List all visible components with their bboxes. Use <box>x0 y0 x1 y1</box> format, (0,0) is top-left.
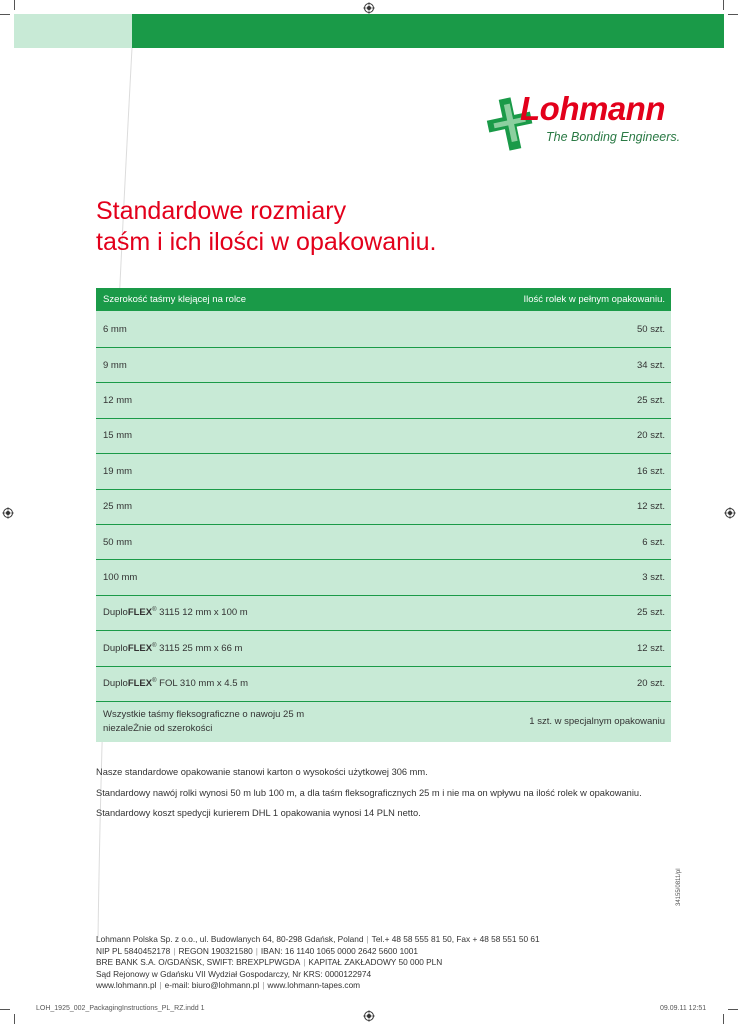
product-spec: FOL 310 mm x 4.5 m <box>159 678 249 690</box>
table-row <box>96 631 671 666</box>
product-spec: 3115 12 mm x 100 m <box>159 607 248 619</box>
sizes-table <box>96 288 671 742</box>
footer-email-link[interactable]: e-mail: biuro@lohmann.pl <box>164 980 260 990</box>
cell-quantity: 12 szt. <box>637 642 665 654</box>
note-paragraph: Nasze standardowe opakowanie stanowi karton o wysokości użytkowej 306 mm. <box>96 767 428 777</box>
cell-quantity: 12 szt. <box>637 501 665 513</box>
cell-quantity: 20 szt. <box>637 430 665 442</box>
title-line-1: Standardowe rozmiary <box>96 197 347 225</box>
table-header <box>96 288 671 311</box>
brand-bold: FLEX <box>127 642 153 654</box>
registered-mark: ® <box>152 607 157 614</box>
cell-width: 9 mm <box>103 359 127 371</box>
cell-width: 50 mm <box>103 536 133 548</box>
cell-product <box>103 678 248 689</box>
header-band-green <box>132 14 724 48</box>
footer-phone: Tel.+ 48 58 555 81 50, Fax + 48 58 551 50 61 <box>371 934 540 944</box>
footer <box>96 934 540 992</box>
brand-prefix: Duplo <box>103 607 128 619</box>
registration-mark-icon <box>363 2 375 14</box>
slug-filename: LOH_1925_002_PackagingInstructions_PL_RZ.indd 1 <box>36 1005 205 1012</box>
table-row <box>96 454 671 489</box>
cell-width: 6 mm <box>103 323 127 335</box>
header-quantity: Ilość rolek w pełnym opakowaniu. <box>523 294 665 305</box>
registration-mark-icon <box>363 1010 375 1022</box>
page-title <box>96 196 436 258</box>
table-row <box>96 596 671 631</box>
cell-quantity: 16 szt. <box>637 465 665 477</box>
footer-address: Lohmann Polska Sp. z o.o., ul. Budowlanych 64, 80-298 Gdańsk, Poland <box>96 934 364 944</box>
cell-width: 100 mm <box>103 572 138 584</box>
registration-mark-icon <box>2 507 14 519</box>
table-row <box>96 383 671 418</box>
footer-website-tapes-link[interactable]: www.lohmann-tapes.com <box>267 980 361 990</box>
footer-iban: IBAN: 16 1140 1065 0000 2642 5600 1001 <box>260 945 419 956</box>
table-row <box>96 419 671 454</box>
footer-nip: NIP PL 5840452178 <box>96 945 171 956</box>
cell-width: 19 mm <box>103 465 133 477</box>
notes <box>96 766 656 828</box>
cell-quantity: 25 szt. <box>637 395 665 407</box>
cell-width: 15 mm <box>103 430 133 442</box>
crop-mark <box>728 14 738 15</box>
table-row <box>96 490 671 525</box>
registered-mark: ® <box>152 642 157 649</box>
title-line-2: taśm i ich ilości w opakowaniu. <box>96 228 437 256</box>
description-line-1: Wszystkie taśmy fleksograficzne o nawoju 25 m <box>103 708 305 720</box>
cell-quantity: 50 szt. <box>637 323 665 335</box>
logo-tagline: The Bonding Engineers. <box>546 130 681 144</box>
brand-bold: FLEX <box>127 678 153 690</box>
footer-line: Lohmann Polska Sp. z o.o., ul. Budowlanych 64, 80-298 Gdańsk, Poland | Tel.+ 48 58 555 81 50, Fax + 48 58 551 50 61 <box>96 934 540 944</box>
registration-mark-icon <box>724 507 736 519</box>
table-row <box>96 348 671 383</box>
note-paragraph: Standardowy koszt spedycji kurierem DHL 1 opakowania wynosi 14 PLN netto. <box>96 808 421 818</box>
doc-code: 34155/0811/pl <box>676 868 682 906</box>
cell-quantity: 6 szt. <box>642 536 665 548</box>
crop-mark <box>728 1009 738 1010</box>
footer-website-link[interactable]: www.lohmann.pl <box>96 980 157 990</box>
footer-capital: KAPITAŁ ZAKŁADOWY 50 000 PLN <box>308 957 443 967</box>
footer-line: BRE BANK S.A. O/GDAŃSK, SWIFT: BREXPLPWGDA | KAPITAŁ ZAKŁADOWY 50 000 PLN <box>96 957 443 967</box>
table-row <box>96 311 671 348</box>
brand-prefix: Duplo <box>103 642 128 654</box>
table-row <box>96 525 671 560</box>
table-row <box>96 667 671 702</box>
footer-line: Sąd Rejonowy w Gdańsku VII Wydział Gospodarczy, Nr KRS: 0000122974 <box>96 968 372 979</box>
product-spec: 3115 25 mm x 66 m <box>159 642 243 654</box>
brand-bold: FLEX <box>127 607 153 619</box>
slug-timestamp: 09.09.11 12:51 <box>660 1005 707 1012</box>
footer-bank: BRE BANK S.A. O/GDAŃSK, SWIFT: BREXPLPWGDA <box>96 957 301 967</box>
cell-description <box>103 708 304 736</box>
crop-mark <box>723 1014 724 1024</box>
crop-mark <box>14 1014 15 1024</box>
logo-wordmark: Lohmann <box>520 90 665 127</box>
cell-quantity: 34 szt. <box>637 359 665 371</box>
cell-width: 12 mm <box>103 395 133 407</box>
crop-mark <box>14 0 15 10</box>
cell-quantity: 1 szt. w specjalnym opakowaniu <box>529 716 665 728</box>
crop-mark <box>0 1009 10 1010</box>
header-width: Szerokość taśmy klejącej na rolce <box>103 294 247 305</box>
table-row <box>96 560 671 595</box>
description-line-2: niezaleŻnie od szerokości <box>103 722 213 734</box>
crop-mark <box>0 14 10 15</box>
footer-line: NIP PL 5840452178 | REGON 190321580 | IBAN: 16 1140 1065 0000 2642 5600 1001 <box>96 945 419 956</box>
cell-width: 25 mm <box>103 501 133 513</box>
cell-quantity: 3 szt. <box>642 572 665 584</box>
table-row <box>96 702 671 742</box>
cell-quantity: 25 szt. <box>637 607 665 619</box>
cell-quantity: 20 szt. <box>637 678 665 690</box>
crop-mark <box>723 0 724 10</box>
doc-code-wrap <box>676 868 714 912</box>
registered-mark: ® <box>152 678 157 685</box>
cell-product <box>103 643 242 654</box>
brand-prefix: Duplo <box>103 678 128 690</box>
header-band-light <box>14 14 132 48</box>
footer-regon: REGON 190321580 <box>178 945 253 956</box>
note-paragraph: Standardowy nawój rolki wynosi 50 m lub 100 m, a dla taśm fleksograficznych 25 m i nie ma on wpływu na ilość rolek w opakowaniu. <box>96 787 642 798</box>
footer-line: www.lohmann.pl | e-mail: biuro@lohmann.pl | www.lohmann-tapes.com <box>96 980 361 990</box>
cell-product <box>103 607 248 618</box>
